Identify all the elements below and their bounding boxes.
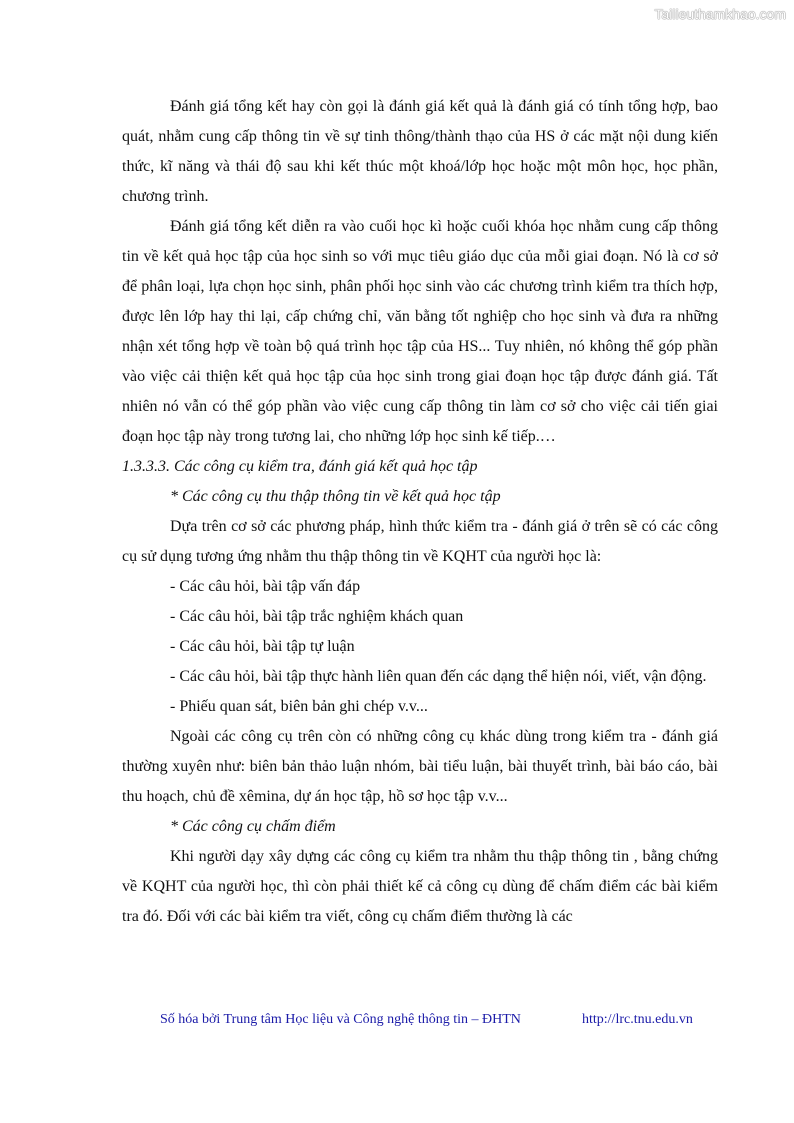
section-heading: 1.3.3.3. Các công cụ kiểm tra, đánh giá kết quả học tập — [122, 458, 478, 475]
document-body — [122, 92, 718, 932]
watermark: Tailieuthamkhao.com — [654, 6, 786, 22]
footer-url[interactable]: http://lrc.tnu.edu.vn — [582, 1012, 693, 1027]
paragraph-scoring-tools: Khi người dạy xây dựng các công cụ kiểm tra nhằm thu thập thông tin , bằng chứng về KQHT của người học, thì còn phải thiết kế cả công cụ dùng để chấm điểm các bài kiểm tra đó. Đối với các bài kiểm tra viết, công cụ chấm điểm thường là các — [122, 848, 718, 925]
list-item: - Các câu hỏi, bài tập trắc nghiệm khách quan — [170, 608, 464, 625]
subheading-scoring-tools: * Các công cụ chấm điểm — [170, 818, 336, 835]
paragraph-tools-intro: Dựa trên cơ sở các phương pháp, hình thức kiểm tra - đánh giá ở trên sẽ có các công cụ sử dụng tương ứng nhằm thu thập thông tin về KQHT của người học là: — [122, 518, 718, 565]
list-item: - Các câu hỏi, bài tập vấn đáp — [170, 578, 361, 595]
paragraph-summative-definition: Đánh giá tổng kết hay còn gọi là đánh giá kết quả là đánh giá có tính tổng hợp, bao quát, nhằm cung cấp thông tin về sự tinh thông/thành thạo của HS ở các mặt nội dung kiến thức, kĩ năng và thái độ sau khi kết thúc một khoá/lớp học hoặc một môn học, học phần, chương trình. — [122, 98, 718, 205]
paragraph-other-tools: Ngoài các công cụ trên còn có những công cụ khác dùng trong kiểm tra - đánh giá thường xuyên như: biên bản thảo luận nhóm, bài tiểu luận, bài thuyết trình, bài báo cáo, bài thu hoạch, chủ đề xêmina, dự án học tập, hồ sơ học tập v.v... — [122, 728, 718, 805]
list-item: - Các câu hỏi, bài tập tự luận — [170, 638, 355, 655]
subheading-collection-tools: * Các công cụ thu thập thông tin về kết quả học tập — [170, 488, 501, 505]
footer-credit: Số hóa bởi Trung tâm Học liệu và Công nghệ thông tin – ĐHTN — [160, 1012, 521, 1027]
list-item: - Phiếu quan sát, biên bản ghi chép v.v... — [170, 698, 428, 715]
paragraph-summative-timing: Đánh giá tổng kết diễn ra vào cuối học kì hoặc cuối khóa học nhằm cung cấp thông tin về kết quả học tập của học sinh so với mục tiêu giáo dục của mỗi giai đoạn. Nó là cơ sở để phân loại, lựa chọn học sinh, phân phối học sinh vào các chương trình kiểm tra thích hợp, được lên lớp hay thi lại, cấp chứng chỉ, văn bằng tốt nghiệp cho học sinh và đưa ra những nhận xét tổng hợp về toàn bộ quá trình học tập của HS... Tuy nhiên, nó không thể góp phần vào việc cải thiện kết quả học tập của học sinh trong giai đoạn học tập được đánh giá. Tất nhiên nó vẫn có thể góp phần vào việc cung cấp thông tin làm cơ sở cho việc cải tiến giai đoạn học tập này trong tương lai, cho những lớp học sinh kế tiếp.… — [122, 218, 718, 445]
list-item: - Các câu hỏi, bài tập thực hành liên quan đến các dạng thể hiện nói, viết, vận động. — [170, 668, 707, 685]
